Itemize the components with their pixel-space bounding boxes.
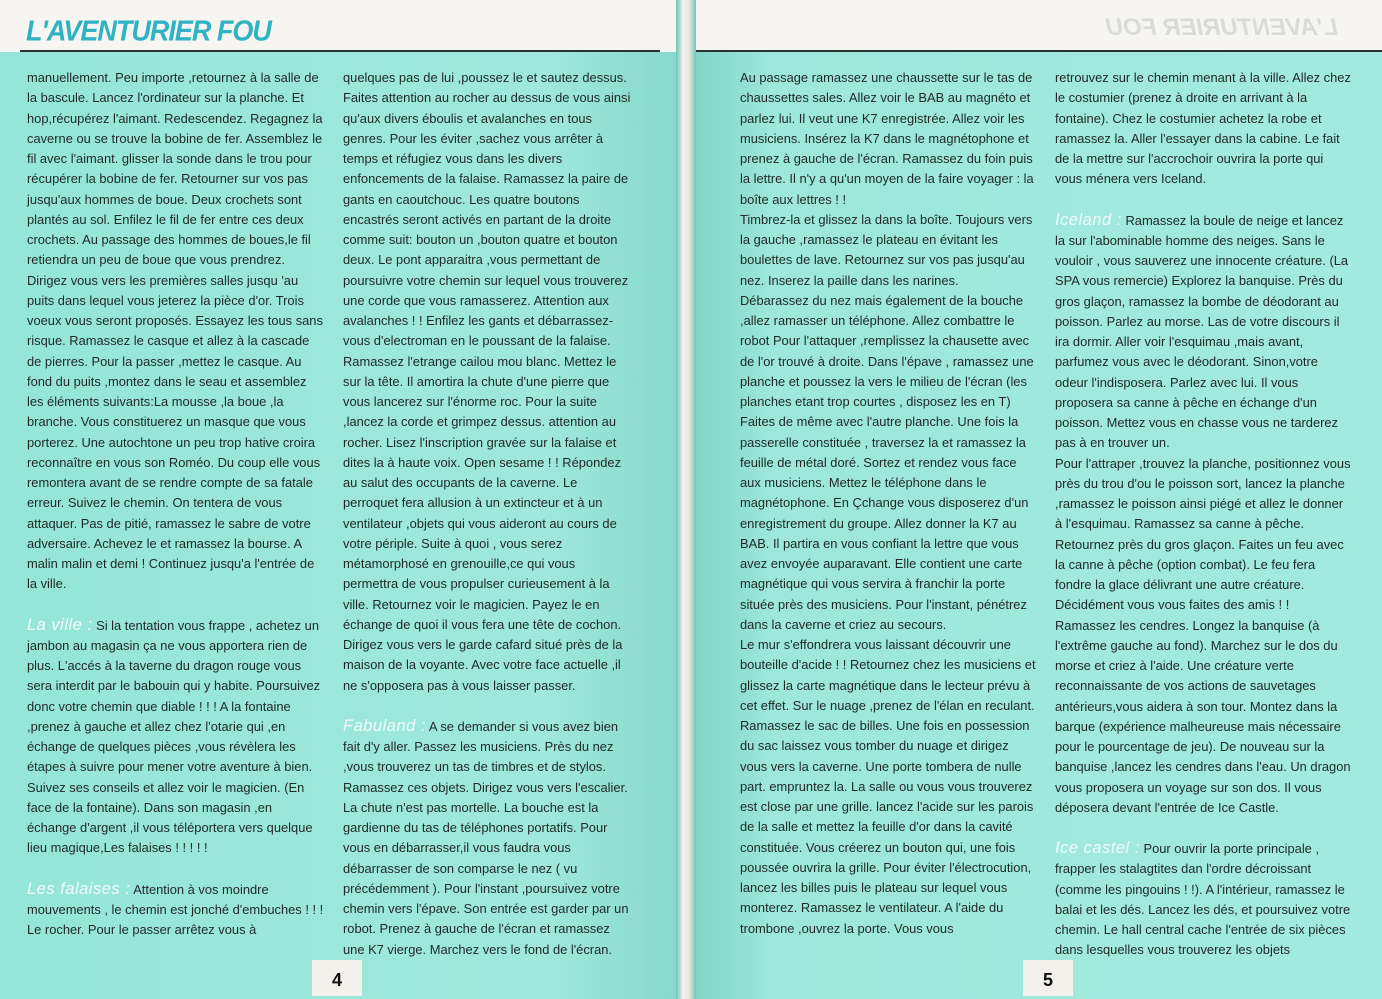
section-body: Pour ouvrir la porte principale , frapper les stalagtites dan l'ordre décroissant (comme les pingouins ! !). A l'intérieur, ramassez le balai et les dés. Lancez les dés, et poursuivez votre chemin. Le hall central cache l'entrée de six pièces dans lesquelles vous trouverez les objets [1055, 841, 1351, 958]
magazine-title: L'AVENTURIER FOU [26, 15, 271, 47]
section-title: Fabuland : [343, 716, 426, 735]
section-title: Iceland : [1055, 210, 1122, 229]
right-column-1 [740, 68, 1038, 939]
right-column-2 [1055, 68, 1351, 961]
left-column-1 [27, 68, 325, 940]
section-title: Ice castel : [1055, 839, 1140, 857]
section-fabuland [343, 716, 633, 960]
paragraph: manuellement. Peu importe ,retournez à la salle de la bascule. Lancez l'ordinateur sur la planche. Et hop,récupérez l'aimant. Redescendez. Regagnez la caverne ou se trouve la bobine de fer. Assemblez le fil avec l'aimant. glisser la sonde dans le trou pour récupérer la bobine de fer. Retourner sur vos pas jusqu'aux hommes de boue. Deux crochets sont plantés au sol. Enfilez le fil de fer entre ces deux crochets. Au passage des hommes de boues,le fil retiendra un peu de boue que vous prendrez. Dirigez vous vers les premières salles jusqu 'au puits dans lequel vous jeterez la pièce d'or. Trois voeux vous seront proposés. Essayez les tous sans risque. Ramassez le casque et allez à la cascade de pierres. Pour la passer ,mettez le casque. Au fond du puits ,montez dans le seau et assemblez les éléments suivants:La mousse ,la boue ,la branche. Vous constituerez un masque que vous porterez. Une autochtone un peu trop hative croira reconnaître en vous son Roméo. Du coup elle vous remontera avant de se rendre compte de sa fatale erreur. Suivez le chemin. On tentera de vous attaquer. Pas de pitié, ramassez le sabre de votre adversaire. Achevez le et ramassez la bourse. A malin malin et demi ! Continuez jusqu'a l'entrée de la ville. [27, 70, 323, 592]
book-gutter [676, 0, 696, 999]
left-column-2 [343, 68, 633, 960]
paragraph: quelques pas de lui ,poussez le et sautez dessus. Faites attention au rocher au dessus de vous ainsi qu'aux divers éboulis et avalanches en tous genres. Pour les éviter ,sachez vous arrêter à temps et réfugiez vous dans les divers enfoncements de la falaise. Ramassez la paire de gants en caoutchouc. Les quatre boutons encastrés seront activés en partant de la droite comme suit: bouton un ,bouton quatre et bouton deux. Le pont apparaitra ,vous permettant de poursuivre votre chemin sur lequel vous trouverez une corde que vous ramasserez. Attention aux avalanches ! ! Enfilez les gants et débarrassez-vous d'electroman en le poussant de la falaise. Ramassez l'etrange cailou mou blanc. Mettez le sur la tête. Il amortira la chute d'une pierre que vous lancerez sur l'énorme roc. Pour la suite ,lancez la corde et grimpez dessus. attention au rocher. Lisez l'inscription gravée sur la falaise et dites la à haute voix. Open sesame ! ! Répondez au salut des occupants de la caverne. Le perroquet fera allusion à un extincteur et à un ventilateur ,objets qui vous aideront au cours de votre périple. Suite à quoi , vous serez métamorphosé en grenouille,ce qui vous permettra de vous propulser curieusement à la ville. Retournez voir le magicien. Payez le en échange de quoi il vous fera une tête de cochon. Dirigez vous vers le garde cafard situé près de la maison de la voyante. Avec votre face actuelle ,il ne s'opposera pas à vous laisser passer. [343, 70, 631, 693]
left-page [0, 0, 682, 999]
section-body: Ramassez la boule de neige et lancez la sur l'abominable homme des neiges. Sans le vouloir , vous sauverez une innocente créature. (La SPA vous remercie) Explorez la banquise. Près du gros glaçon, ramassez la bombe de déodorant au poisson. Parlez au morse. Las de votre discours il ira dormir. Aller voir l'esquimau ,mais avant, parfumez vous avec le déodorant. Sinon,votre odeur l'indisposera. Parlez avec lui. Il vous proposera sa canne à pêche en échange d'un poisson. Mettez vous en chasse vous ne tarderez pas à en trouver un. [1055, 212, 1349, 451]
section-la-ville [27, 615, 325, 859]
section-body: Attention à vos moindre mouvements , le chemin est jonché d'embuches ! ! ! Le rocher. Pour le passer arrêtez vous à [27, 881, 324, 937]
section-body: Si la tentation vous frappe , achetez un jambon au magasin ça ne vous apportera rien de plus. L'accés à la taverne du dragon rouge vous sera interdit par le babouin qui y habite. Poursuivez donc votre chemin que diable ! ! ! A la fontaine ,prenez à gauche et allez chez l'otarie qui ,en échange de quelques pièces ,vous révèlera les étapes à suivre pour mener votre aventure à bien. Suivez ses conseils et allez voir le magicien. (En face de la fontaine). Dans son magasin ,en échange d'argent ,il vous téléportera vers quelque lieu magique,Les falaises ! ! ! ! ! [27, 617, 321, 856]
paragraph: Au passage ramassez une chaussette sur le tas de chaussettes sales. Allez voir le BAB au magnéto et parlez lui. Il veut une K7 enregistrée. Allez voir les musiciens. Insérez la K7 dans le magnétophone et prenez à gauche de l'écran. Ramassez du foin puis la lettre. Il n'y a qu'un moyen de la faire voyager : la boîte aux lettres ! ! [740, 70, 1034, 207]
left-header-rule [20, 50, 660, 52]
bleed-through-title: L'AVENTURIER FOU [1106, 14, 1338, 41]
paragraph: Le mur s'effondrera vous laissant découvrir une bouteille d'acide ! ! Retournez chez les musiciens et glissez la carte magnétique dans le lecteur prévu à cet effet. Sur le nuage ,prenez de l'élan en reculant. Ramassez le sac de billes. Une fois en possession du sac laissez vous tomber du nuage et dirigez vous vers la caverne. Une porte tombera de nulle part. empruntez la. La salle ou vous vous trouverez est close par une grille. lancez l'acide sur les parois de la salle et mettez la feuille d'or dans la cavité constituée. Vous créerez un bouton qui, une fois poussée ouvrira la grille. Pour éviter l'électrocution, lancez les billes puis le plateau sur lequel vous monterez. Ramassez le ventilateur. A l'aide du trombone ,ouvrez la porte. Vous vous [740, 637, 1036, 936]
section-ice-castel [1055, 838, 1351, 961]
section-body: A se demander si vous avez bien fait d'y aller. Passez les musiciens. Près du nez ,vous trouverez un tas de timbres et de stylos. Ramassez ces objets. Dirigez vous vers l'escalier. La chute n'est pas mortelle. La bouche est la gardienne du tas de téléphones portatifs. Pour vous en débarrasser,il vous faudra vous débarrasser de son comparse le nez ( vu précédemment ). Pour l'instant ,poursuivez votre chemin vers l'épave. Son entrée est garder par un robot. Prenez à gauche de l'écran et ramassez une K7 vierge. Marchez vers le fond de l'écran. [343, 718, 629, 957]
section-iceland [1055, 210, 1351, 454]
paragraph: retrouvez sur le chemin menant à la ville. Allez chez le costumier (prenez à droite en arrivant à la fontaine). Chez le costumier achetez la robe et ramassez la. Aller l'essayer dans la cabine. Le fait de la mettre sur l'accrochoir ouvrira la porte qui vous ménera vers Iceland. [1055, 70, 1351, 187]
page-number: 5 [1023, 960, 1073, 996]
section-title: Les falaises : [27, 879, 131, 898]
right-page [690, 0, 1382, 999]
right-header-rule [690, 50, 1382, 52]
section-les-falaises [27, 879, 325, 941]
paragraph: Débarassez du nez mais également de la bouche ,allez ramasser un téléphone. Allez combattre le robot Pour l'attaquer ,remplissez la chausette avec de l'or trouvé à droite. Dans l'épave , ramassez une planche et poussez la vers le milieu de l'écran (les planches etant trop courtes , disposez les en T) Faites de même avec l'autre planche. Une fois la passerelle constituée , traversez la et ramassez la feuille de métal doré. Sortez et rendez vous face aux musiciens. Mettez le téléphone dans le magnétophone. En Çchange vous disposerez d'un enregistrement du groupe. Allez donner la K7 au BAB. Il partira en vous confiant la lettre que vous avez envoyée auparavant. Elle contient une carte magnétique qui vous servira à franchir la porte située près des musiciens. Pour l'instant, pénétrez dans la caverne et criez au secours. [740, 292, 1034, 632]
paragraph: Pour l'attraper ,trouvez la planche, positionnez vous près du trou d'ou le poisson sort, lancez la planche ,ramassez le poisson ainsi piégé et allez le donner à l'esquimau. Ramassez sa canne à pêche. Retournez près du gros glaçon. Faites un feu avec la canne à pêche (option combat). Le feu fera fondre la glace délivrant une autre créature. Décidément vous vous faites des amis ! ! Ramassez les cendres. Longez la banquise (à l'extrême gauche au fond). Marchez sur le dos du morse et criez à l'aide. Une créature verte reconnaissante de vos actions de sauvetages antérieurs,vous aidera à son tour. Montez dans la barque (expérience malheureuse mais nécessaire pour le pourcentage de jeu). De nouveau sur la banquise ,lancez les cendres dans l'eau. Un dragon vous proposera un voyage sur son dos. Il vous déposera devant l'entrée de Ice Castle. [1055, 455, 1351, 815]
section-title: La ville : [27, 615, 93, 634]
page-number: 4 [312, 960, 362, 996]
paragraph: Timbrez-la et glissez la dans la boîte. Toujours vers la gauche ,ramassez le plateau en évitant les boulettes de lave. Retournez sur vos pas jusqu'au nez. Inserez la paille dans les narines. [740, 211, 1033, 288]
